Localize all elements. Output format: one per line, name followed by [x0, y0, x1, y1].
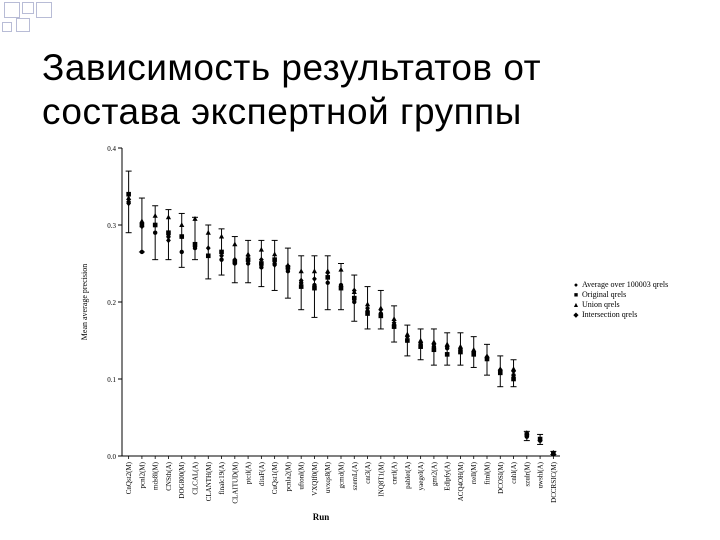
point-triangle — [312, 268, 317, 273]
point-square — [299, 284, 304, 289]
x-tick-label: uwshl(A) — [536, 462, 545, 489]
point-circle — [326, 281, 330, 285]
x-tick-label: uftonl(M) — [297, 462, 306, 490]
x-axis-label: Run — [312, 512, 330, 522]
slide-title: Зависимость результатов от состава экспертной группы — [42, 47, 542, 132]
x-tick-label: ACQ4OH(M) — [456, 462, 465, 502]
point-triangle — [338, 267, 343, 272]
point-square — [325, 275, 330, 280]
legend-label: Intersection qrels — [582, 310, 638, 319]
legend-marker-square: ■ — [573, 291, 579, 299]
legend-label: Union qrels — [582, 300, 620, 309]
x-tick-label: cnrtl(A) — [390, 462, 399, 485]
point-circle — [259, 265, 263, 269]
point-diamond — [378, 307, 383, 313]
x-tick-label: CNSth(A) — [164, 462, 173, 491]
point-triangle — [153, 213, 158, 218]
x-tick-label: uvxqs8(M) — [324, 462, 333, 494]
x-tick-label: cnhl(A) — [510, 462, 519, 484]
x-tick-label: szemL(A) — [350, 462, 359, 491]
legend-label: Average over 100003 qrels — [582, 280, 669, 289]
point-circle — [246, 261, 250, 265]
legend-marker-triangle: ▲ — [572, 301, 580, 309]
point-triangle — [206, 230, 211, 235]
x-tick-label: DCOSI(M) — [496, 462, 505, 494]
point-triangle — [139, 218, 144, 223]
legend-marker-circle: ● — [573, 281, 579, 289]
x-tick-label: cnt3(A) — [364, 462, 373, 484]
legend-item — [570, 290, 715, 300]
x-tick-label: pcnl2(M) — [138, 462, 147, 489]
point-circle — [352, 300, 356, 304]
chart-legend — [570, 280, 715, 320]
y-tick-label: 0.2 — [107, 299, 116, 307]
point-square — [365, 311, 370, 316]
y-tick-label: 0.1 — [107, 376, 116, 384]
x-tick-label: CLANTH(M) — [204, 462, 213, 502]
point-square — [511, 377, 516, 382]
point-square — [352, 296, 357, 301]
point-diamond — [166, 238, 171, 244]
x-tick-label: pablet(A) — [403, 462, 412, 489]
x-tick-label: szulr(M) — [523, 462, 532, 487]
x-tick-label: CnQst2(M) — [125, 462, 134, 495]
legend-item — [570, 310, 715, 320]
point-circle — [180, 250, 184, 254]
y-tick-label: 0.4 — [107, 145, 116, 153]
x-tick-label: CuQst1(M) — [271, 462, 280, 495]
point-triangle — [272, 251, 277, 256]
x-tick-label: gmt2(A) — [430, 462, 439, 487]
legend-item — [570, 280, 715, 290]
x-tick-label: CLCAL(A) — [191, 462, 200, 495]
point-circle — [153, 231, 157, 235]
x-tick-label: Edlpfy(A) — [443, 462, 452, 491]
x-tick-label: DOG800(M) — [178, 462, 187, 499]
x-tick-label: yaegeI(A) — [417, 462, 426, 491]
point-triangle — [166, 215, 171, 220]
y-tick-label: 0.0 — [107, 453, 116, 461]
point-diamond — [206, 245, 211, 251]
point-triangle — [299, 268, 304, 273]
point-triangle — [259, 247, 264, 252]
point-square — [166, 230, 171, 235]
point-square — [312, 286, 317, 291]
x-tick-label: mds8l(M) — [151, 462, 160, 490]
point-triangle — [219, 234, 224, 239]
point-square — [206, 254, 211, 259]
x-tick-label: CLAITUD(M) — [231, 462, 240, 504]
point-square — [445, 352, 450, 357]
legend-marker-diamond: ◆ — [573, 311, 579, 319]
point-square — [272, 257, 277, 262]
point-triangle — [192, 216, 197, 221]
x-tick-label: fitnl(M) — [483, 462, 492, 485]
point-circle — [140, 250, 144, 254]
x-tick-label: finalc19(A) — [218, 462, 227, 495]
point-diamond — [312, 276, 317, 282]
point-square — [432, 347, 437, 352]
point-triangle — [232, 241, 237, 246]
legend-label: Original qrels — [582, 290, 627, 299]
y-tick-label: 0.3 — [107, 222, 116, 230]
legend-item — [570, 300, 715, 310]
x-tick-label: gcmd(M) — [337, 462, 346, 489]
x-tick-label: ptctl(A) — [244, 462, 253, 485]
x-tick-label: DCCRSIC(M) — [549, 462, 558, 503]
x-tick-label: rtell(M) — [470, 462, 479, 485]
x-tick-label: INQ8T1(M) — [377, 462, 386, 497]
point-square — [379, 314, 384, 319]
x-tick-label: VXQlf0(M) — [310, 462, 319, 496]
point-triangle — [179, 222, 184, 227]
x-tick-label: pcnla2(M) — [284, 462, 293, 492]
y-axis-label: Mean average precision — [80, 263, 89, 341]
point-diamond — [325, 270, 330, 276]
x-tick-label: ditaF(A) — [257, 462, 266, 487]
